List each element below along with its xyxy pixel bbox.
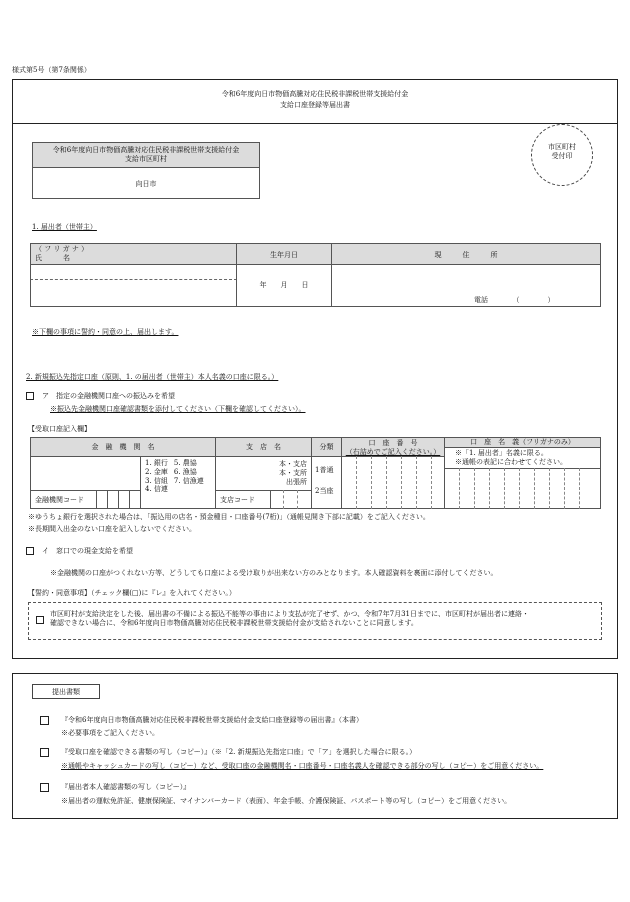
form-number: 様式第5号（第7条関係） xyxy=(12,66,91,74)
option-a-checkbox[interactable] xyxy=(26,392,34,400)
section2-title: 2. 新規振込先指定口座（原則、1. の届出者（世帯主）本人名義の口座に限る。） xyxy=(26,373,279,381)
doc1-title: 『令和6年度向日市物価高騰対応住民税非課税世帯支援給付金支給口座登録等の届出書』（本書） xyxy=(61,716,363,724)
doc2-checkbox[interactable] xyxy=(40,748,49,757)
account-table-title: 【受取口座記入欄】 xyxy=(28,425,91,433)
account-holder-input[interactable] xyxy=(444,468,601,509)
form-title-line1: 令和6年度向日市物価高騰対応住民税非課税世帯支援給付金 xyxy=(221,90,409,98)
issuer-city: 向日市 xyxy=(32,167,260,199)
bank-type-list: 1. 銀行 2. 金庫 3. 信組 4. 信連 5. 農協 6. 漁協 7. 信漁連 xyxy=(140,456,216,509)
bank-name-header: 金 融 機 関 名 xyxy=(30,437,216,457)
holder-notes: ※「1. 届出者」名義に限る。 ※通帳の表記に合わせてください。 xyxy=(444,447,601,469)
doc1-checkbox[interactable] xyxy=(40,716,49,725)
branch-name-header: 支 店 名 xyxy=(215,437,312,457)
bank-code-row[interactable]: 金融機関コード xyxy=(30,490,141,509)
phone-label: 電話 （ ） xyxy=(474,296,555,304)
option-a-label: ア 指定の金融機関口座への振込みを希望 xyxy=(42,392,175,400)
yucho-note: ※ゆうちょ銀行を選択された場合は、「振込用の店名・預金種目・口座番号(7桁)」（通帳見開き下部に記載）をご記入ください。 xyxy=(28,513,430,521)
account-number-header: 口 座 番 号 （右詰めでご記入ください。） xyxy=(341,437,445,457)
doc1-note: ※必要事項をご記入ください。 xyxy=(61,729,159,737)
bank-name-input[interactable] xyxy=(30,456,141,491)
account-holder-header: 口 座 名 義（フリガナのみ） xyxy=(444,437,601,448)
inactive-account-note: ※長期間入出金のない口座を記入しないでください。 xyxy=(28,525,196,533)
issuer-header: 令和6年度向日市物価高騰対応住民税非課税世帯支援給付金 支給市区町村 xyxy=(32,142,260,168)
doc2-note: ※通帳やキャッシュカードの写し（コピー）など、受取口座の金融機関名・口座番号・口座名義人を確認できる部分の写し（コピー）をご用意ください。 xyxy=(61,762,544,770)
option-i-checkbox[interactable] xyxy=(26,547,34,555)
doc3-checkbox[interactable] xyxy=(40,783,49,792)
name-input[interactable] xyxy=(30,279,237,307)
account-type-header: 分類 xyxy=(311,437,342,457)
doc3-title: 『届出者本人確認書類の写し（コピー）』 xyxy=(61,783,191,791)
consent-text: 市区町村が支給決定をした後、届出書の不備による振込不能等の事由により支払が完了せず、かつ、令和7年7月31日までに、市区町村が届出者に連絡・ 確認できない場合に、令和6年度向日市物価高騰対応住民税非課税世帯支援給付金が支給されないことに同意します。 xyxy=(50,610,529,627)
option-a-note: ※振込先金融機関口座確認書類を添付してください（下欄を確認してください）。 xyxy=(50,405,306,413)
consent-title: 【誓約・同意事項】（チェック欄(□)に『レ』を入れてください。） xyxy=(28,589,236,597)
branch-name-input[interactable]: 本・支店 本・支所 出張所 xyxy=(215,456,312,491)
furigana-name-header: （ フ リ ガ ナ ） 氏 名 xyxy=(30,243,237,265)
documents-title: 提出書類 xyxy=(32,684,100,699)
birthdate-input[interactable]: 年 月 日 xyxy=(236,264,332,307)
form-title-line2: 支給口座登録等届出書 xyxy=(280,101,350,109)
account-type-options[interactable]: 1普通 2当座 xyxy=(311,456,342,509)
branch-code-row[interactable]: 支店コード xyxy=(215,490,312,509)
birthdate-header: 生年月日 xyxy=(236,243,332,265)
option-i-note: ※金融機関の口座がつくれない方等、どうしても口座による受け取りが出来ない方のみとなります。本人確認資料を裏面に添付してください。 xyxy=(50,569,498,577)
doc2-title: 『受取口座を確認できる書類の写し（コピー）』（※「2. 新規振込先指定口座」で「ア」を選択した場合に限る。） xyxy=(61,748,417,756)
reception-stamp-circle: 市区町村 受付印 xyxy=(531,124,593,186)
address-input[interactable] xyxy=(331,264,601,307)
address-header: 現 住 所 xyxy=(331,243,601,265)
consent-checkbox[interactable] xyxy=(36,616,44,624)
doc3-note: ※届出者の運転免許証、健康保険証、マイナンバーカード（表面）、年金手帳、介護保険証、パスポート等の写し（コピー）をご用意ください。 xyxy=(61,797,512,805)
section1-title: 1. 届出者（世帯主） xyxy=(32,223,97,231)
furigana-input[interactable] xyxy=(30,264,237,280)
pledge-note: ※下欄の事項に誓約・同意の上、届出します。 xyxy=(32,328,179,336)
option-i-label: イ 窓口での現金支給を希望 xyxy=(42,547,133,555)
